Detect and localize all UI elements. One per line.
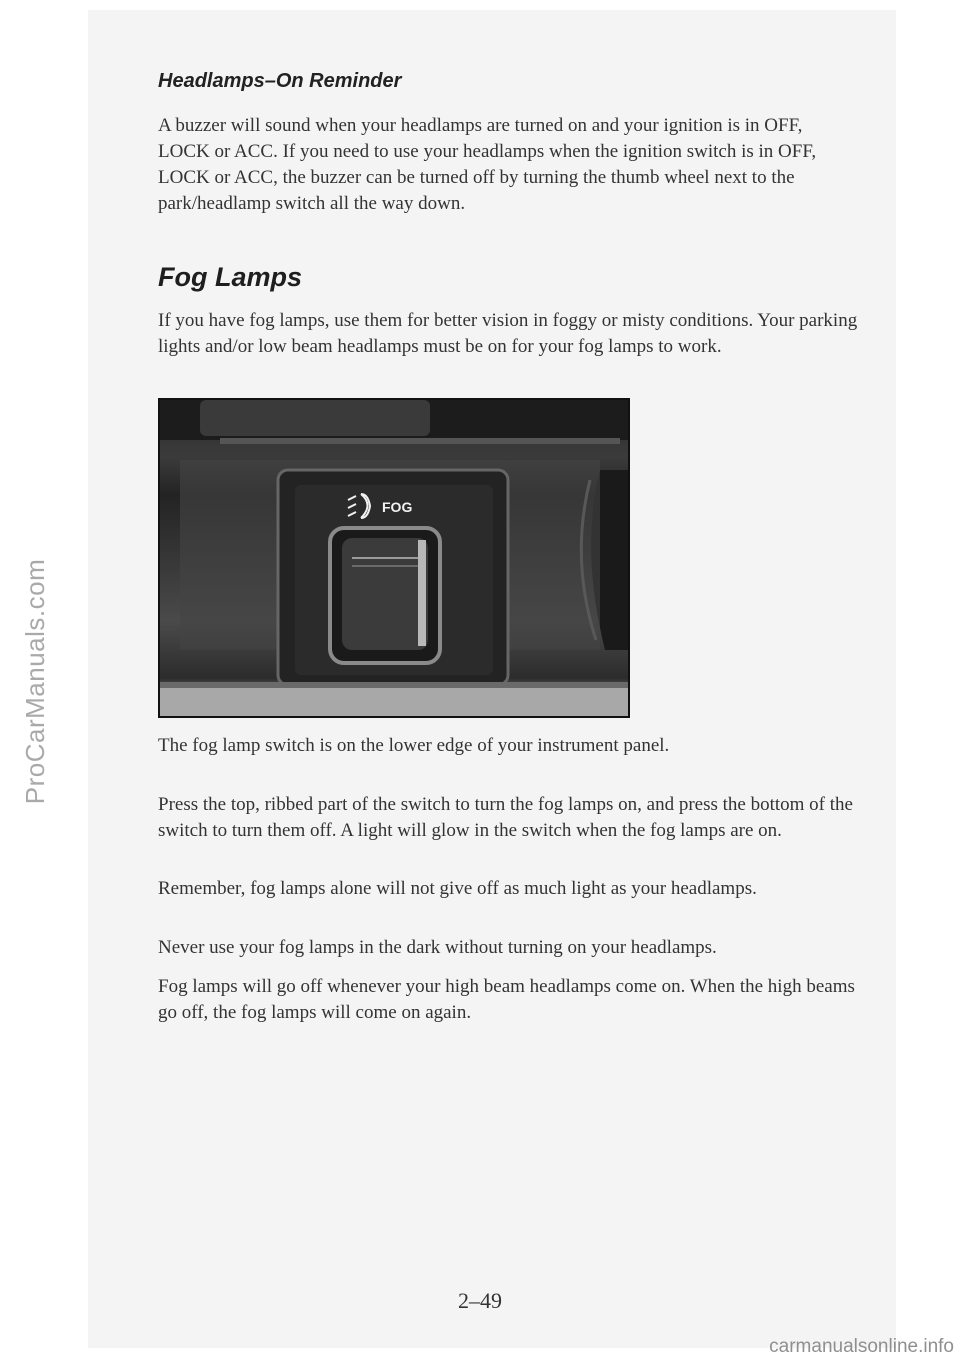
fog-switch-label: FOG: [382, 499, 413, 515]
side-watermark-text: ProCarManuals.com: [20, 558, 51, 805]
paragraph-reminder: A buzzer will sound when your headlamps are turned on and your ignition is in OFF, LOCK or ACC. If you need to use your headlamps when the ignition switch is in OFF, LOCK or ACC, the buzzer can be turned off by turning the thumb wheel next to the park/headlamp switch all the way down.: [158, 115, 817, 214]
fog-switch-illustration: [160, 400, 628, 716]
paragraph-switch-operation: Press the top, ribbed part of the switch to turn the fog lamps on, and press the bottom of the switch to turn them off. A light will glow in the switch when the fog lamps are on.: [158, 794, 853, 841]
paragraph-remember: Remember, fog lamps alone will not give off as much light as your headlamps.: [158, 878, 757, 899]
footer-watermark: carmanualsonline.info: [769, 1336, 954, 1357]
heading-fog-lamps: Fog Lamps: [158, 262, 303, 292]
paragraph-never: Never use your fog lamps in the dark without turning on your headlamps.: [158, 937, 717, 958]
fog-switch-photo: [158, 398, 630, 718]
paragraph-high-beam: Fog lamps will go off whenever your high beam headlamps come on. When the high beams go off, the fog lamps will come on again.: [158, 976, 855, 1023]
side-watermark: [6, 0, 66, 1363]
page-number: 2–49: [458, 1288, 502, 1313]
paragraph-fog-intro: If you have fog lamps, use them for better vision in foggy or misty conditions. Your parking lights and/or low beam headlamps must be on for your fog lamps to work.: [158, 310, 858, 357]
paragraph-switch-location: The fog lamp switch is on the lower edge of your instrument panel.: [158, 735, 670, 756]
subheading-headlamps-reminder: Headlamps–On Reminder: [158, 70, 402, 92]
